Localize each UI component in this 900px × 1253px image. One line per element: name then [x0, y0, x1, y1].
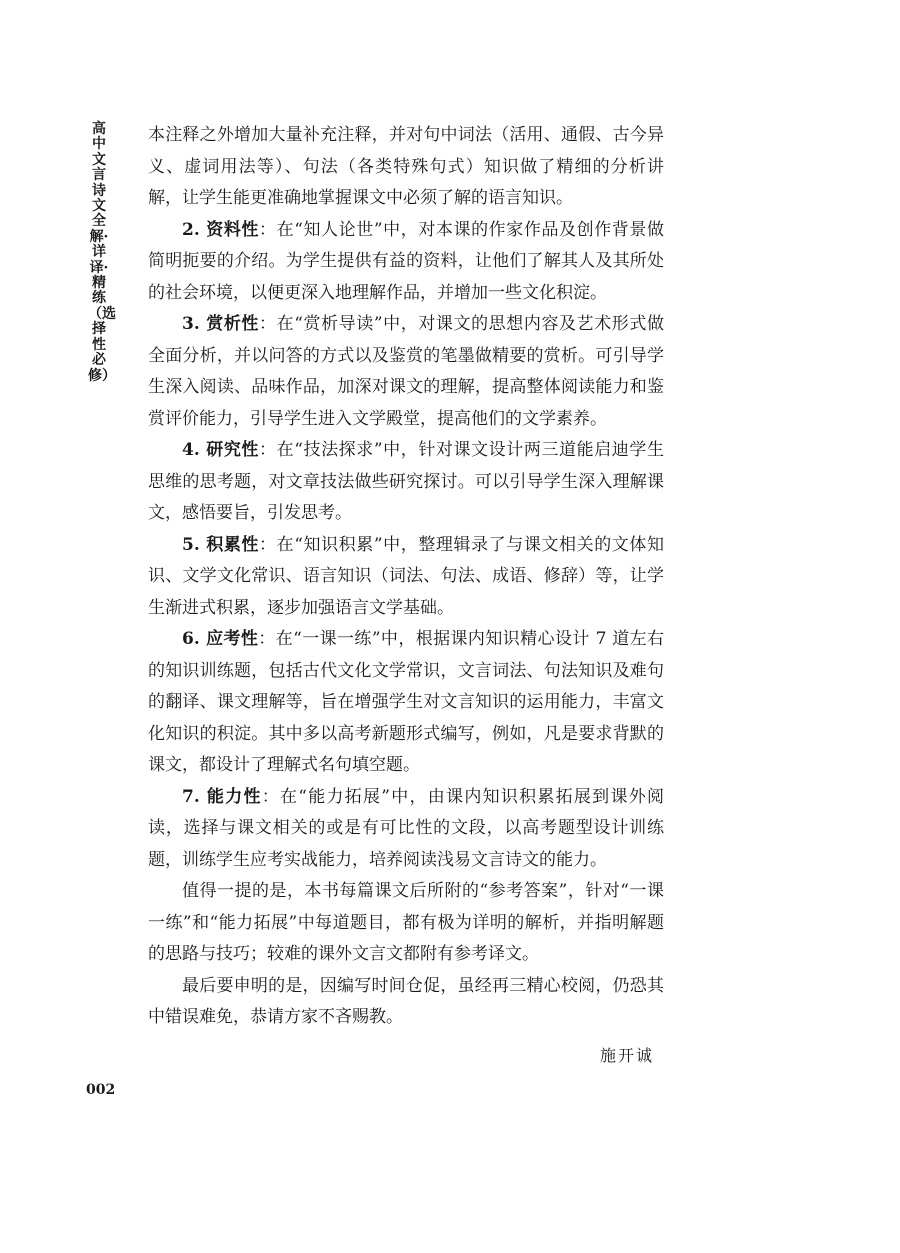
author-signature: 施开诚 — [599, 1046, 654, 1065]
paragraph — [148, 215, 664, 310]
paragraph — [148, 530, 664, 625]
paragraph-text: ：在“能力拓展”中，由课内知识积累拓展到课外阅读，选择与课文相关的或是有可比性的文段，以高考题型设计训练题，训练学生应考实战能力，培养阅读浅易文言诗文的能力。 — [148, 786, 664, 870]
paragraph-label: 4. 研究性 — [182, 440, 260, 460]
paragraph — [148, 876, 664, 971]
paragraph — [148, 309, 664, 435]
page-number: 002 — [86, 1082, 116, 1098]
paragraph-text: ：在“一课一练”中，根据课内知识精心设计 7 道左右的知识训练题，包括古代文化文学常识，文言词法、句法知识及难句的翻译、课文理解等，旨在增强学生对文言知识的运用能力，丰富文化知识的积淀。其中多以高考新题形式编写，例如，凡是要求背默的课文，都设计了理解式名句填空题。 — [148, 629, 664, 775]
paragraph — [148, 435, 664, 530]
paragraph-text: ：在“知人论世”中，对本课的作家作品及创作背景做简明扼要的介绍。为学生提供有益的资料，让他们了解其人及其所处的社会环境，以便更深入地理解作品，并增加一些文化积淀。 — [148, 219, 664, 303]
paragraph-label: 3. 赏析性 — [182, 314, 260, 334]
running-header-book-title: 高中文言诗文全解·详译·精练（选择性必修） — [88, 121, 116, 384]
paragraph — [148, 120, 664, 215]
paragraph-text: ：在“赏析导读”中，对课文的思想内容及艺术形式做全面分析，并以问答的方式以及鉴赏的笔墨做精要的赏析。可引导学生深入阅读、品味作品，加深对课文的理解，提高整体阅读能力和鉴赏评价能力，引导学生进入文学殿堂，提高他们的文学素养。 — [148, 314, 664, 429]
paragraph-label: 6. 应考性 — [182, 629, 259, 649]
paragraph — [148, 624, 664, 782]
paragraph-label: 7. 能力性 — [182, 786, 262, 807]
paragraph — [148, 782, 664, 877]
paragraph — [148, 971, 664, 1034]
paragraph-text: 最后要申明的是，因编写时间仓促，虽经再三精心校阅，仍恐其中错误难免，恭请方家不吝赐教。 — [148, 975, 664, 1027]
page-body — [148, 120, 664, 1034]
paragraph-text: 值得一提的是，本书每篇课文后所附的“参考答案”，针对“一课一练”和“能力拓展”中每道题目，都有极为详明的解析，并指明解题的思路与技巧；较难的课外文言文都附有参考译文。 — [148, 881, 664, 964]
paragraph-text: ：在“技法探求”中，针对课文设计两三道能启迪学生思维的思考题，对文章技法做些研究探讨。可以引导学生深入理解课文，感悟要旨，引发思考。 — [148, 440, 664, 523]
paragraph-text: ：在“知识积累”中，整理辑录了与课文相关的文体知识、文学文化常识、语言知识（词法、句法、成语、修辞）等，让学生渐进式积累，逐步加强语言文学基础。 — [148, 534, 664, 618]
paragraph-text: 本注释之外增加大量补充注释，并对句中词法（活用、通假、古今异义、虚词用法等）、句法（各类特殊句式）知识做了精细的分析讲解，让学生能更准确地掌握课文中必须了解的语言知识。 — [148, 125, 664, 208]
paragraph-label: 2. 资料性 — [182, 219, 260, 240]
paragraph-label: 5. 积累性 — [182, 534, 260, 555]
